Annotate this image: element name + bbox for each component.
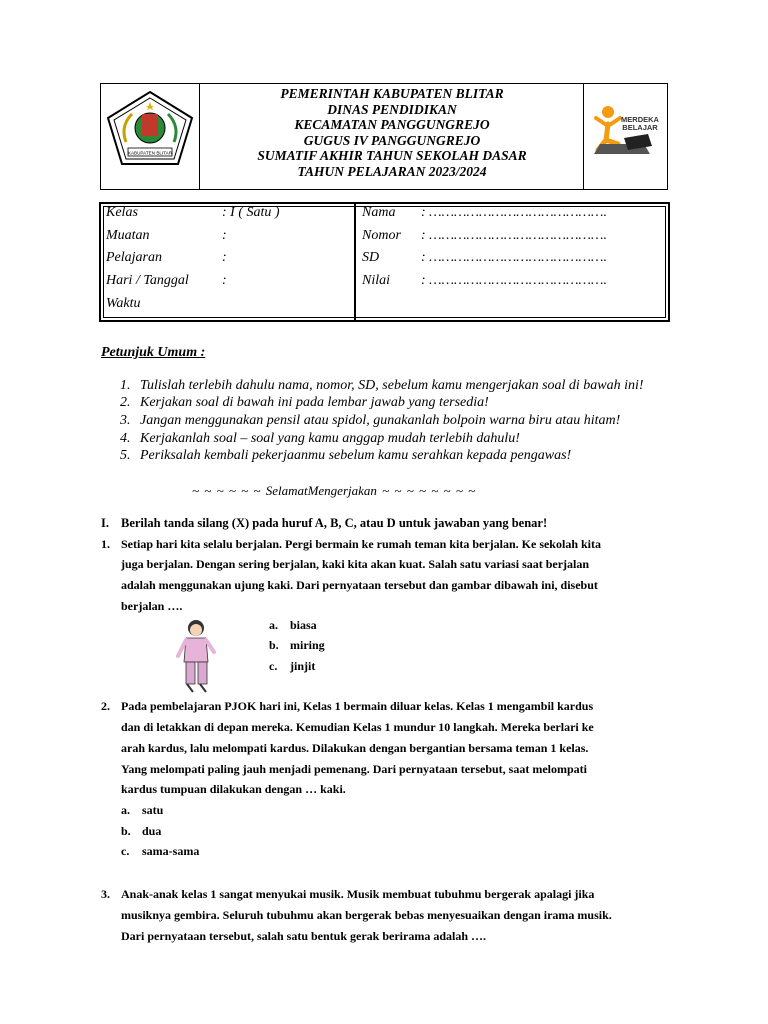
- field-value-sd: : …………………………………….: [421, 250, 607, 265]
- option-text[interactable]: biasa: [290, 618, 317, 632]
- question-line: kardus tumpuan dilakukan dengan … kaki.: [121, 782, 346, 796]
- logo-label-belajar: BELAJAR: [622, 123, 658, 132]
- field-label-kelas: Kelas: [106, 205, 138, 220]
- option-text[interactable]: miring: [290, 638, 325, 652]
- instruction-num: 1.: [120, 378, 131, 393]
- question-line: adalah menggunakan ujung kaki. Dari pernyataan tersebut dan gambar dibawah ini, disebut: [121, 578, 598, 592]
- field-value-kelas: : I ( Satu ): [222, 205, 280, 220]
- field-label-hari-tanggal: Hari / Tanggal: [106, 273, 189, 288]
- question-num: 1.: [101, 537, 110, 551]
- header-line-1: PEMERINTAH KABUPATEN BLITAR: [280, 86, 504, 101]
- section-title: Berilah tanda silang (X) pada huruf A, B, C, atau D untuk jawaban yang benar!: [121, 516, 548, 530]
- question-line: musiknya gembira. Seluruh tubuhmu akan bergerak bebas menyesuaikan dengan irama musik.: [121, 908, 612, 922]
- logo-label: KABUPATEN BLITAR: [127, 150, 173, 156]
- option-letter[interactable]: a.: [121, 803, 130, 817]
- greeting: ~ ~ ~ ~ ~ ~ SelamatMengerjakan ~ ~ ~ ~ ~ ~ ~ ~: [192, 483, 476, 498]
- question-line: juga berjalan. Dengan sering berjalan, kaki kita akan kuat. Salah satu variasi saat berjalan: [121, 557, 590, 571]
- instruction-text: Kerjakan soal di bawah ini pada lembar jawab yang tersedia!: [140, 395, 489, 410]
- section-num: I.: [101, 516, 109, 530]
- instruction-num: 4.: [120, 431, 131, 446]
- field-value-muatan: :: [222, 228, 227, 243]
- instructions-title: Petunjuk Umum :: [101, 345, 206, 360]
- header-line-3: KECAMATAN PANGGUNGREJO: [294, 117, 490, 132]
- option-text[interactable]: sama-sama: [142, 844, 200, 858]
- merdeka-belajar-logo: [590, 104, 662, 160]
- instruction-text: Jangan menggunakan pensil atau spidol, gunakanlah bolpoin warna biru atau hitam!: [140, 413, 621, 428]
- question-num: 3.: [101, 887, 110, 901]
- question-line: Setiap hari kita selalu berjalan. Pergi bermain ke rumah teman kita berjalan. Ke sekolah kita: [121, 537, 601, 551]
- instruction-text: Periksalah kembali pekerjaanmu sebelum kamu serahkan kepada pengawas!: [140, 448, 572, 463]
- header-title: [200, 86, 584, 179]
- option-letter[interactable]: b.: [121, 824, 131, 838]
- field-label-waktu: Waktu: [106, 296, 141, 311]
- tiptoe-walking-figure: [174, 618, 220, 694]
- field-label-pelajaran: Pelajaran: [106, 250, 162, 265]
- question-line: Yang melompati paling jauh menjadi pemenang. Dari pernyataan tersebut, saat melompati: [121, 762, 588, 776]
- instruction-text: Kerjakanlah soal – soal yang kamu anggap mudah terlebih dahulu!: [140, 431, 520, 446]
- instruction-num: 5.: [120, 448, 131, 463]
- option-text[interactable]: jinjit: [290, 659, 316, 673]
- header-line-6: TAHUN PELAJARAN 2023/2024: [297, 163, 487, 179]
- header-line-2: DINAS PENDIDIKAN: [327, 101, 457, 117]
- logo-label-merdeka: MERDEKA: [621, 115, 659, 124]
- question-line: berjalan ….: [121, 599, 183, 613]
- field-value-nama: : …………………………………….: [421, 205, 607, 220]
- field-label-sd: SD: [362, 250, 380, 265]
- question-line: Dari pernyataan tersebut, salah satu bentuk gerak berirama adalah ….: [121, 929, 487, 943]
- field-value-nomor: : …………………………………….: [421, 228, 607, 243]
- instruction-item: [120, 413, 620, 429]
- option-text[interactable]: satu: [142, 803, 164, 817]
- field-value-hari-tanggal: :: [222, 273, 227, 288]
- instruction-text: Tulislah terlebih dahulu nama, nomor, SD, sebelum kamu mengerjakan soal di bawah ini!: [140, 378, 644, 393]
- field-label-muatan: Muatan: [106, 228, 150, 243]
- question-line: arah kardus, lalu melompati kardus. Dilakukan dengan bergantian bersama teman 1 kelas.: [121, 741, 589, 755]
- question-line: Anak-anak kelas 1 sangat menyukai musik. Musik membuat tubuhmu bergerak apalagi jika: [121, 887, 595, 901]
- instruction-num: 2.: [120, 395, 131, 410]
- instruction-num: 3.: [120, 413, 131, 428]
- question-num: 2.: [101, 699, 110, 713]
- header-line-5: SUMATIF AKHIR TAHUN SEKOLAH DASAR: [257, 148, 527, 163]
- option-letter[interactable]: c.: [269, 659, 278, 673]
- option-letter[interactable]: b.: [269, 638, 279, 652]
- instruction-item: [120, 395, 489, 411]
- instruction-item: [120, 431, 520, 447]
- field-label-nilai: Nilai: [362, 273, 391, 288]
- field-label-nama: Nama: [362, 205, 396, 220]
- identity-divider: [354, 204, 356, 320]
- kabupaten-blitar-logo: [106, 90, 194, 166]
- option-text[interactable]: dua: [142, 824, 162, 838]
- field-label-nomor: Nomor: [362, 228, 401, 243]
- header-line-4: GUGUS IV PANGGUNGREJO: [303, 132, 481, 148]
- section-heading: [101, 516, 547, 531]
- question-line: Pada pembelajaran PJOK hari ini, Kelas 1 bermain diluar kelas. Kelas 1 mengambil kardus: [121, 699, 594, 713]
- field-value-pelajaran: :: [222, 250, 227, 265]
- instruction-item: [120, 378, 644, 394]
- question-line: dan di letakkan di depan mereka. Kemudian Kelas 1 mundur 10 langkah. Mereka berlari ke: [121, 720, 594, 734]
- instruction-item: [120, 448, 571, 464]
- field-value-nilai: : …………………………………….: [421, 273, 607, 288]
- option-letter[interactable]: c.: [121, 844, 130, 858]
- option-letter[interactable]: a.: [269, 618, 278, 632]
